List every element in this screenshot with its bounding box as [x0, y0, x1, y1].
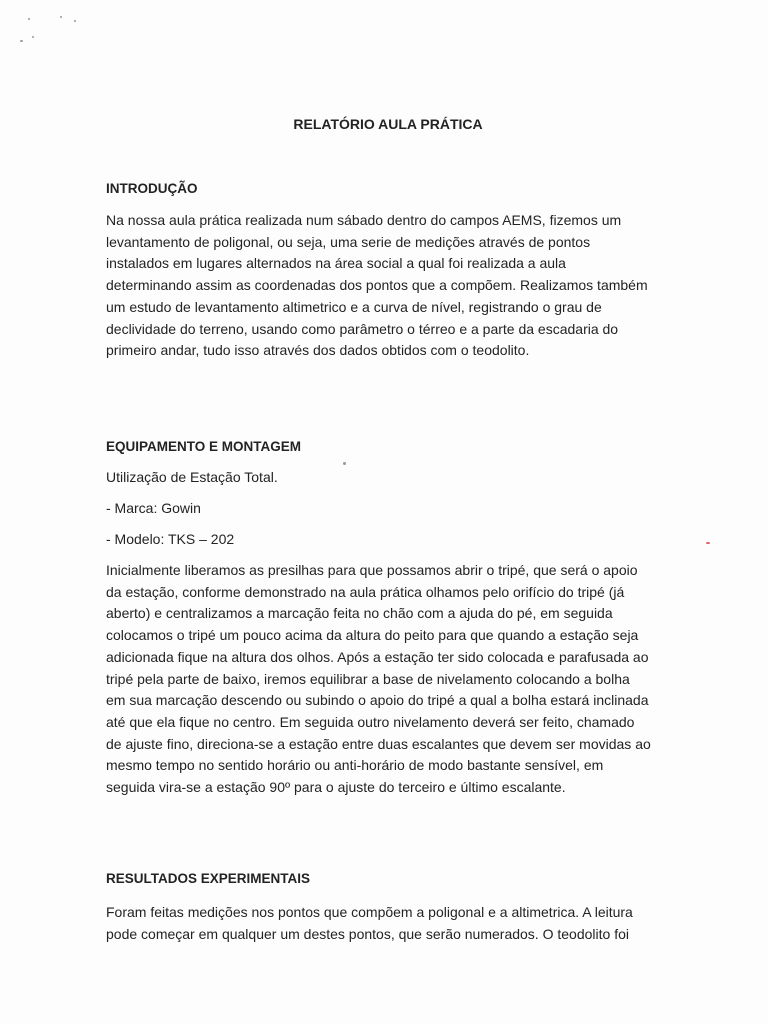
equipment-usage: Utilização de Estação Total. [106, 469, 278, 485]
paragraph-line: Na nossa aula prática realizada num sábado dentro do campos AEMS, fizemos um [106, 212, 622, 228]
paragraph-line: determinando assim as coordenadas dos pontos que a compõem. Realizamos também [106, 277, 648, 294]
paragraph-line: adicionada fique na altura dos olhos. Após a estação ter sido colocada e parafusada ao [106, 648, 649, 665]
equipment-brand: - Marca: Gowin [106, 500, 201, 516]
equipment-model: - Modelo: TKS – 202 [106, 531, 235, 547]
scan-speck [20, 40, 23, 42]
scan-speck [28, 18, 30, 20]
document-title: RELATÓRIO AULA PRÁTICA [293, 116, 483, 132]
paragraph-line: de ajuste fino, direciona-se a estação entre duas escalantes que devem ser movidas ao [106, 735, 651, 752]
results-heading: RESULTADOS EXPERIMENTAIS [106, 871, 311, 886]
paragraph-line: da estação, conforme demonstrado na aula prática olhamos pelo orifício do tripé (já [106, 583, 625, 600]
paragraph-line: mesmo tempo no sentido horário ou anti-horário de modo bastante sensível, em [106, 757, 604, 774]
paragraph-line: levantamento de poligonal, ou seja, uma serie de medições através de pontos [106, 233, 591, 250]
results-paragraph [106, 902, 666, 945]
scan-speck [343, 462, 346, 465]
paragraph-line: em sua marcação descendo ou subindo o apoio do tripé a qual a bolha estará inclinada [106, 692, 649, 709]
paragraph-line: um estudo de levantamento altimetrico e a curva de nível, registrando o grau de [106, 298, 602, 315]
introduction-heading: INTRODUÇÃO [106, 181, 198, 196]
equipment-paragraph [106, 560, 666, 799]
scan-speck [706, 542, 710, 544]
paragraph-line: instalados em lugares alternados na área social a qual foi realizada a aula [106, 255, 566, 272]
paragraph-line: aberto) e centralizamos a marcação feita no chão com a ajuda do pé, em seguida [106, 605, 613, 622]
paragraph-line: pode começar em qualquer um destes pontos, que serão numerados. O teodolito foi [106, 925, 629, 942]
paragraph-line: colocamos o tripé um pouco acima da altura do peito para que quando a estação seja [106, 627, 639, 644]
paragraph-line: seguida vira-se a estação 90º para o ajuste do terceiro e último escalante. [106, 779, 566, 796]
paragraph-line: Foram feitas medições nos pontos que compõem a poligonal e a altimetrica. A leitura [106, 904, 633, 920]
equipment-heading: EQUIPAMENTO E MONTAGEM [106, 439, 302, 454]
paragraph-line: tripé pela parte de baixo, iremos equilibrar a base de nivelamento colocando a bolha [106, 670, 630, 687]
scan-speck [32, 36, 34, 38]
paragraph-line: Inicialmente liberamos as presilhas para que possamos abrir o tripé, que será o apoio [106, 562, 638, 578]
paragraph-line: declividade do terreno, usando como parâmetro o térreo e a parte da escadaria do [106, 320, 619, 337]
paragraph-line: até que ela fique no centro. Em seguida outro nivelamento deverá ser feito, chamado [106, 713, 635, 730]
introduction-paragraph [106, 210, 666, 362]
paragraph-line: primeiro andar, tudo isso através dos dados obtidos com o teodolito. [106, 342, 530, 359]
scan-speck [74, 20, 76, 22]
scan-speck [60, 16, 62, 18]
